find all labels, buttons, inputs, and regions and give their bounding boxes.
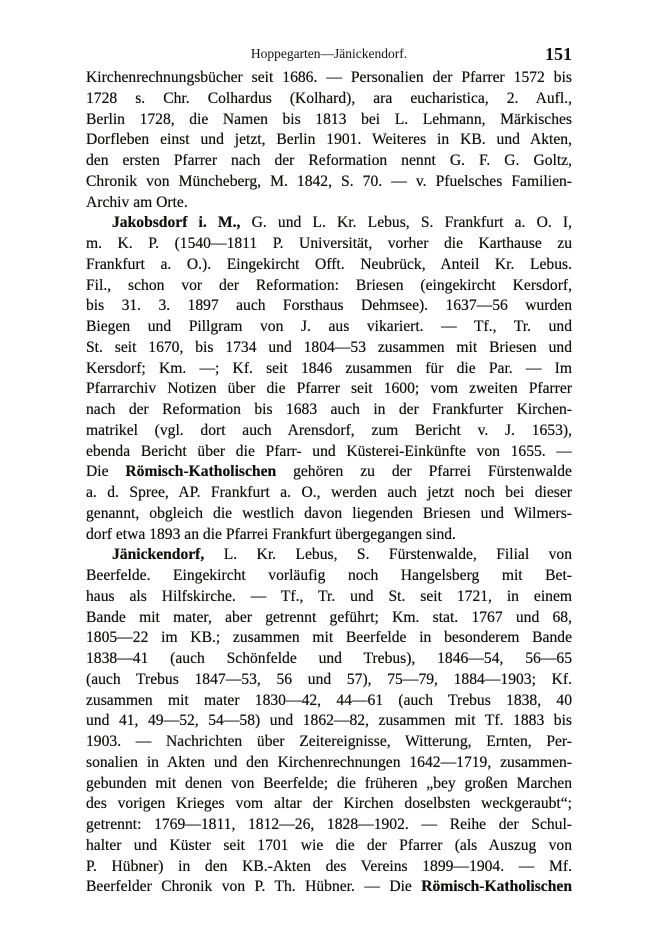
text-line: [86, 608, 572, 629]
text-segment: Berlin 1728, die Namen bis 1813 bei L. Lehmann, Märkisches: [86, 110, 572, 128]
text-line: [86, 68, 572, 89]
text-line: [86, 628, 572, 649]
text-line: [86, 774, 572, 795]
running-title: Hoppegarten—Jänickendorf.: [250, 46, 408, 61]
text-segment: St. seit 1670, bis 1734 und 1804—53 zusammen mit Briesen und: [86, 338, 572, 356]
text-segment: und 41, 49—52, 54—58) und 1862—82, zusammen mit Tf. 1883 bis: [86, 712, 572, 730]
text-segment: Kersdorf; Km. —; Kf. seit 1846 zusammen für die Par. — Im: [86, 359, 572, 377]
text-line: [86, 379, 572, 400]
text-segment: (auch Trebus 1847—53, 56 und 57), 75—79, 1884—1903; Kf.: [86, 670, 572, 688]
text-segment: Die: [86, 463, 126, 481]
entry-first-line: [86, 545, 572, 566]
text-segment: L. Kr. Lebus, S. Fürstenwalde, Filial von: [204, 546, 572, 564]
text-line: [86, 566, 572, 587]
text-line: [86, 525, 572, 546]
text-line: [86, 587, 572, 608]
text-segment: genannt, obgleich die westlich davon liegenden Briesen und Wilmers-: [86, 504, 572, 522]
bold-heading-term: Jänickendorf,: [112, 546, 205, 564]
entry-first-line: [86, 213, 572, 234]
text-segment: den ersten Pfarrer nach der Reformation nennt G. F. G. Goltz,: [86, 152, 572, 169]
text-segment: Archiv am Orte.: [86, 193, 188, 211]
text-segment: Beerfelder Chronik von P. Th. Hübner. — Die: [86, 878, 422, 896]
text-line: [86, 670, 572, 691]
text-segment: dorf etwa 1893 an die Pfarrei Frankfurt übergegangen sind.: [86, 525, 456, 543]
text-line: [86, 483, 572, 504]
text-segment: 1838—41 (auch Schönfelde und Trebus), 1846—54, 56—65: [86, 650, 572, 667]
text-line: [86, 421, 572, 442]
text-line: [86, 711, 572, 732]
text-segment: 1805—22 im KB.; zusammen mit Beerfelde in besonderem Bande: [86, 629, 572, 647]
text-segment: haus als Hilfskirche. — Tf., Tr. und St. seit 1721, in einem: [86, 587, 572, 605]
text-segment: Fil., schon vor der Reformation: Briesen (eingekircht Kersdorf,: [86, 276, 572, 294]
text-line: [86, 857, 572, 878]
text-segment: gehören zu der Pfarrei Fürstenwalde: [276, 463, 572, 481]
text-segment: m. K. P. (1540—1811 P. Universität, vorher die Karthause zu: [86, 235, 572, 252]
page-number: 151: [545, 44, 572, 64]
text-segment: Pfarrarchiv Notizen über die Pfarrer seit 1600; vom zweiten Pfarrer: [86, 380, 572, 398]
text-segment: Biegen und Pillgram von J. aus vikariert. — Tf., Tr. und: [86, 318, 572, 335]
text-segment: G. und L. Kr. Lebus, S. Frankfurt a. O. I,: [240, 214, 572, 232]
text-segment: Kirchenrechnungsbücher seit 1686. — Personalien der Pfarrer 1572 bis: [86, 69, 572, 86]
text-line: [86, 130, 572, 151]
text-segment: Frankfurt a. O.). Eingekircht Offt. Neubrück, Anteil Kr. Lebus.: [86, 255, 572, 273]
text-segment: des vorigen Krieges vom altar der Kirchen doselbsten weckgeraubt“;: [86, 795, 572, 813]
text-line: [86, 255, 572, 276]
text-line: [86, 338, 572, 359]
text-line: [86, 877, 572, 898]
text-line: [86, 691, 572, 712]
text-segment: ebenda Bericht über die Pfarr- und Küsterei-Einkünfte von 1655. —: [86, 442, 572, 460]
bold-heading-term: Jakobsdorf i. M.,: [112, 214, 241, 232]
text-line: [86, 172, 572, 193]
text-line: [86, 276, 572, 297]
text-line: [86, 836, 572, 857]
text-line: [86, 89, 572, 110]
page-body: [86, 68, 572, 898]
text-line: [86, 110, 572, 131]
text-line: [86, 359, 572, 380]
page-header: [86, 44, 572, 66]
text-line: [86, 504, 572, 525]
text-segment: nach der Reformation bis 1683 auch in der Frankfurter Kirchen-: [86, 401, 572, 418]
text-line: [86, 794, 572, 815]
text-segment: Chronik von Müncheberg, M. 1842, S. 70. — v. Pfuelsches Familien-: [86, 172, 572, 190]
text-line: [86, 400, 572, 421]
text-line: [86, 317, 572, 338]
text-segment: halter und Küster seit 1701 wie die der Pfarrer (als Auszug von: [86, 836, 572, 854]
bold-heading-term: Römisch-Katholischen: [421, 878, 572, 896]
text-segment: Beerfelde. Eingekircht vorläufig noch Hangelsberg mit Bet-: [86, 567, 572, 584]
text-line: [86, 732, 572, 753]
text-segment: sonalien in Akten und den Kirchenrechnungen 1642—1719, zusammen-: [86, 753, 572, 771]
text-line: [86, 442, 572, 463]
text-line: [86, 649, 572, 670]
text-line: [86, 753, 572, 774]
text-segment: a. d. Spree, AP. Frankfurt a. O., werden auch jetzt noch bei dieser: [86, 484, 572, 501]
text-segment: matrikel (vgl. dort auch Arensdorf, zum Bericht v. J. 1653),: [86, 421, 572, 439]
text-line: [86, 462, 572, 483]
text-line: [86, 151, 572, 172]
text-segment: Dorfleben einst und jetzt, Berlin 1901. Weiteres in KB. und Akten,: [86, 131, 572, 149]
text-line: [86, 815, 572, 836]
text-segment: zusammen mit mater 1830—42, 44—61 (auch Trebus 1838, 40: [86, 691, 572, 709]
text-line: [86, 234, 572, 255]
text-segment: gebunden mit denen von Beerfelde; die früheren „bey großen Marchen: [86, 774, 572, 792]
text-segment: 1728 s. Chr. Colhardus (Kolhard), ara eucharistica, 2. Aufl.,: [86, 89, 572, 107]
text-line: [86, 296, 572, 317]
text-line: [86, 193, 572, 214]
bold-heading-term: Römisch-Katholischen: [125, 463, 277, 481]
text-segment: P. Hübner) in den KB.-Akten des Vereins 1899—1904. — Mf.: [86, 857, 572, 875]
text-segment: Bande mit mater, aber getrennt geführt; Km. stat. 1767 und 68,: [86, 608, 572, 626]
text-segment: bis 31. 3. 1897 auch Forsthaus Dehmsee). 1637—56 wurden: [86, 297, 572, 315]
text-segment: getrennt: 1769—1811, 1812—26, 1828—1902. — Reihe der Schul-: [86, 816, 572, 833]
text-segment: 1903. — Nachrichten über Zeitereignisse, Witterung, Ernten, Per-: [86, 733, 572, 750]
